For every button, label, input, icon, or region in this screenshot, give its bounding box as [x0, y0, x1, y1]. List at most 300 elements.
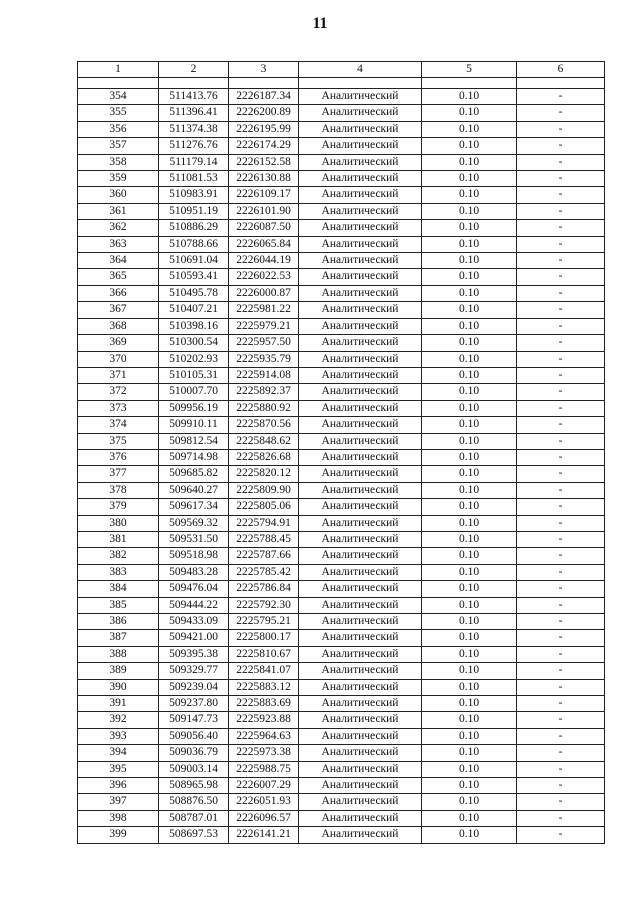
method-cell: Аналитический: [299, 138, 422, 154]
point-number-cell: 373: [78, 400, 159, 416]
note-cell: -: [517, 236, 605, 252]
note-cell: -: [517, 171, 605, 187]
method-cell: Аналитический: [299, 121, 422, 137]
point-number-cell: 372: [78, 384, 159, 400]
spacer-cell: [517, 78, 605, 89]
column-header-3: 3: [229, 62, 299, 78]
method-cell: Аналитический: [299, 696, 422, 712]
table-row: [78, 318, 605, 334]
method-cell: Аналитический: [299, 400, 422, 416]
table-row: [78, 236, 605, 252]
method-cell: Аналитический: [299, 384, 422, 400]
note-cell: -: [517, 728, 605, 744]
accuracy-cell: 0.10: [422, 663, 517, 679]
method-cell: Аналитический: [299, 712, 422, 728]
accuracy-cell: 0.10: [422, 121, 517, 137]
method-cell: Аналитический: [299, 302, 422, 318]
note-cell: -: [517, 203, 605, 219]
note-cell: -: [517, 515, 605, 531]
table-row: [78, 335, 605, 351]
table-row: [78, 827, 605, 843]
x-coordinate-cell: 510593.41: [159, 269, 229, 285]
x-coordinate-cell: 510788.66: [159, 236, 229, 252]
method-cell: Аналитический: [299, 679, 422, 695]
note-cell: -: [517, 548, 605, 564]
point-number-cell: 359: [78, 171, 159, 187]
note-cell: -: [517, 761, 605, 777]
table-row: [78, 761, 605, 777]
y-coordinate-cell: 2225892.37: [229, 384, 299, 400]
point-number-cell: 356: [78, 121, 159, 137]
point-number-cell: 396: [78, 778, 159, 794]
coordinates-table: [77, 61, 605, 844]
y-coordinate-cell: 2225914.08: [229, 367, 299, 383]
point-number-cell: 395: [78, 761, 159, 777]
point-number-cell: 364: [78, 253, 159, 269]
column-header-6: 6: [517, 62, 605, 78]
method-cell: Аналитический: [299, 449, 422, 465]
table-row: [78, 466, 605, 482]
accuracy-cell: 0.10: [422, 548, 517, 564]
method-cell: Аналитический: [299, 761, 422, 777]
accuracy-cell: 0.10: [422, 679, 517, 695]
table-row: [78, 564, 605, 580]
point-number-cell: 386: [78, 614, 159, 630]
accuracy-cell: 0.10: [422, 597, 517, 613]
method-cell: Аналитический: [299, 827, 422, 843]
accuracy-cell: 0.10: [422, 761, 517, 777]
method-cell: Аналитический: [299, 531, 422, 547]
accuracy-cell: 0.10: [422, 564, 517, 580]
x-coordinate-cell: 511179.14: [159, 154, 229, 170]
table-row: [78, 745, 605, 761]
accuracy-cell: 0.10: [422, 154, 517, 170]
point-number-cell: 360: [78, 187, 159, 203]
column-header-5: 5: [422, 62, 517, 78]
table-row: [78, 548, 605, 564]
x-coordinate-cell: 509421.00: [159, 630, 229, 646]
note-cell: -: [517, 400, 605, 416]
method-cell: Аналитический: [299, 417, 422, 433]
y-coordinate-cell: 2226101.90: [229, 203, 299, 219]
note-cell: -: [517, 745, 605, 761]
point-number-cell: 379: [78, 499, 159, 515]
point-number-cell: 385: [78, 597, 159, 613]
accuracy-cell: 0.10: [422, 810, 517, 826]
x-coordinate-cell: 509003.14: [159, 761, 229, 777]
accuracy-cell: 0.10: [422, 745, 517, 761]
accuracy-cell: 0.10: [422, 499, 517, 515]
point-number-cell: 382: [78, 548, 159, 564]
method-cell: Аналитический: [299, 285, 422, 301]
method-cell: Аналитический: [299, 794, 422, 810]
method-cell: Аналитический: [299, 564, 422, 580]
x-coordinate-cell: 511396.41: [159, 105, 229, 121]
method-cell: Аналитический: [299, 187, 422, 203]
note-cell: -: [517, 253, 605, 269]
x-coordinate-cell: 509617.34: [159, 499, 229, 515]
table-row: [78, 269, 605, 285]
x-coordinate-cell: 509569.32: [159, 515, 229, 531]
accuracy-cell: 0.10: [422, 138, 517, 154]
note-cell: -: [517, 220, 605, 236]
method-cell: Аналитический: [299, 236, 422, 252]
y-coordinate-cell: 2225788.45: [229, 531, 299, 547]
note-cell: -: [517, 696, 605, 712]
y-coordinate-cell: 2225957.50: [229, 335, 299, 351]
y-coordinate-cell: 2226000.87: [229, 285, 299, 301]
x-coordinate-cell: 509531.50: [159, 531, 229, 547]
point-number-cell: 358: [78, 154, 159, 170]
table-row: [78, 121, 605, 137]
point-number-cell: 370: [78, 351, 159, 367]
y-coordinate-cell: 2225809.90: [229, 482, 299, 498]
point-number-cell: 383: [78, 564, 159, 580]
y-coordinate-cell: 2226141.21: [229, 827, 299, 843]
x-coordinate-cell: 510983.91: [159, 187, 229, 203]
method-cell: Аналитический: [299, 351, 422, 367]
table-row: [78, 597, 605, 613]
table-spacer-row: [78, 78, 605, 89]
note-cell: -: [517, 630, 605, 646]
accuracy-cell: 0.10: [422, 384, 517, 400]
y-coordinate-cell: 2226152.58: [229, 154, 299, 170]
point-number-cell: 389: [78, 663, 159, 679]
y-coordinate-cell: 2226195.99: [229, 121, 299, 137]
note-cell: -: [517, 417, 605, 433]
table-row: [78, 499, 605, 515]
y-coordinate-cell: 2226200.89: [229, 105, 299, 121]
spacer-cell: [299, 78, 422, 89]
x-coordinate-cell: 511374.38: [159, 121, 229, 137]
table-row: [78, 449, 605, 465]
y-coordinate-cell: 2225800.17: [229, 630, 299, 646]
table-row: [78, 154, 605, 170]
table-row: [78, 482, 605, 498]
x-coordinate-cell: 509239.04: [159, 679, 229, 695]
x-coordinate-cell: 509395.38: [159, 646, 229, 662]
method-cell: Аналитический: [299, 614, 422, 630]
y-coordinate-cell: 2225973.38: [229, 745, 299, 761]
x-coordinate-cell: 509910.11: [159, 417, 229, 433]
y-coordinate-cell: 2225794.91: [229, 515, 299, 531]
method-cell: Аналитический: [299, 810, 422, 826]
accuracy-cell: 0.10: [422, 351, 517, 367]
accuracy-cell: 0.10: [422, 236, 517, 252]
note-cell: -: [517, 351, 605, 367]
x-coordinate-cell: 511413.76: [159, 89, 229, 105]
point-number-cell: 363: [78, 236, 159, 252]
y-coordinate-cell: 2225805.06: [229, 499, 299, 515]
table-row: [78, 220, 605, 236]
method-cell: Аналитический: [299, 105, 422, 121]
point-number-cell: 367: [78, 302, 159, 318]
method-cell: Аналитический: [299, 89, 422, 105]
table-row: [78, 105, 605, 121]
y-coordinate-cell: 2225883.69: [229, 696, 299, 712]
point-number-cell: 384: [78, 581, 159, 597]
page-number: 11: [312, 15, 328, 32]
x-coordinate-cell: 509036.79: [159, 745, 229, 761]
method-cell: Аналитический: [299, 728, 422, 744]
y-coordinate-cell: 2225923.88: [229, 712, 299, 728]
x-coordinate-cell: 510951.19: [159, 203, 229, 219]
note-cell: -: [517, 105, 605, 121]
table-row: [78, 285, 605, 301]
accuracy-cell: 0.10: [422, 253, 517, 269]
spacer-cell: [229, 78, 299, 89]
table-row: [78, 302, 605, 318]
accuracy-cell: 0.10: [422, 433, 517, 449]
table-row: [78, 728, 605, 744]
accuracy-cell: 0.10: [422, 318, 517, 334]
method-cell: Аналитический: [299, 269, 422, 285]
y-coordinate-cell: 2225810.67: [229, 646, 299, 662]
point-number-cell: 369: [78, 335, 159, 351]
table-row: [78, 531, 605, 547]
accuracy-cell: 0.10: [422, 646, 517, 662]
x-coordinate-cell: 509714.98: [159, 449, 229, 465]
note-cell: -: [517, 318, 605, 334]
x-coordinate-cell: 509056.40: [159, 728, 229, 744]
accuracy-cell: 0.10: [422, 220, 517, 236]
note-cell: -: [517, 499, 605, 515]
x-coordinate-cell: 509518.98: [159, 548, 229, 564]
method-cell: Аналитический: [299, 220, 422, 236]
x-coordinate-cell: 509640.27: [159, 482, 229, 498]
note-cell: -: [517, 564, 605, 580]
method-cell: Аналитический: [299, 581, 422, 597]
table-row: [78, 646, 605, 662]
y-coordinate-cell: 2225786.84: [229, 581, 299, 597]
y-coordinate-cell: 2226044.19: [229, 253, 299, 269]
y-coordinate-cell: 2226096.57: [229, 810, 299, 826]
accuracy-cell: 0.10: [422, 696, 517, 712]
note-cell: -: [517, 367, 605, 383]
accuracy-cell: 0.10: [422, 614, 517, 630]
y-coordinate-cell: 2226187.34: [229, 89, 299, 105]
accuracy-cell: 0.10: [422, 728, 517, 744]
x-coordinate-cell: 508965.98: [159, 778, 229, 794]
note-cell: -: [517, 138, 605, 154]
accuracy-cell: 0.10: [422, 105, 517, 121]
table-row: [78, 138, 605, 154]
y-coordinate-cell: 2226007.29: [229, 778, 299, 794]
method-cell: Аналитический: [299, 203, 422, 219]
note-cell: -: [517, 597, 605, 613]
column-header-4: 4: [299, 62, 422, 78]
y-coordinate-cell: 2225964.63: [229, 728, 299, 744]
note-cell: -: [517, 531, 605, 547]
accuracy-cell: 0.10: [422, 712, 517, 728]
y-coordinate-cell: 2226109.17: [229, 187, 299, 203]
note-cell: -: [517, 712, 605, 728]
table-row: [78, 351, 605, 367]
point-number-cell: 388: [78, 646, 159, 662]
note-cell: -: [517, 466, 605, 482]
note-cell: -: [517, 154, 605, 170]
point-number-cell: 392: [78, 712, 159, 728]
x-coordinate-cell: 509237.80: [159, 696, 229, 712]
method-cell: Аналитический: [299, 630, 422, 646]
point-number-cell: 362: [78, 220, 159, 236]
accuracy-cell: 0.10: [422, 269, 517, 285]
point-number-cell: 378: [78, 482, 159, 498]
accuracy-cell: 0.10: [422, 203, 517, 219]
table-row: [78, 417, 605, 433]
note-cell: -: [517, 778, 605, 794]
x-coordinate-cell: 509433.09: [159, 614, 229, 630]
x-coordinate-cell: 509956.19: [159, 400, 229, 416]
table-row: [78, 696, 605, 712]
point-number-cell: 365: [78, 269, 159, 285]
x-coordinate-cell: 509483.28: [159, 564, 229, 580]
method-cell: Аналитический: [299, 171, 422, 187]
point-number-cell: 375: [78, 433, 159, 449]
point-number-cell: 391: [78, 696, 159, 712]
note-cell: -: [517, 433, 605, 449]
table-row: [78, 630, 605, 646]
x-coordinate-cell: 510398.16: [159, 318, 229, 334]
note-cell: -: [517, 121, 605, 137]
method-cell: Аналитический: [299, 515, 422, 531]
method-cell: Аналитический: [299, 482, 422, 498]
y-coordinate-cell: 2225883.12: [229, 679, 299, 695]
accuracy-cell: 0.10: [422, 171, 517, 187]
method-cell: Аналитический: [299, 745, 422, 761]
note-cell: -: [517, 614, 605, 630]
point-number-cell: 390: [78, 679, 159, 695]
point-number-cell: 387: [78, 630, 159, 646]
point-number-cell: 355: [78, 105, 159, 121]
y-coordinate-cell: 2225880.92: [229, 400, 299, 416]
point-number-cell: 374: [78, 417, 159, 433]
point-number-cell: 361: [78, 203, 159, 219]
table-row: [78, 433, 605, 449]
method-cell: Аналитический: [299, 433, 422, 449]
method-cell: Аналитический: [299, 253, 422, 269]
note-cell: -: [517, 482, 605, 498]
point-number-cell: 381: [78, 531, 159, 547]
point-number-cell: 371: [78, 367, 159, 383]
accuracy-cell: 0.10: [422, 630, 517, 646]
x-coordinate-cell: 509476.04: [159, 581, 229, 597]
table-row: [78, 89, 605, 105]
note-cell: -: [517, 302, 605, 318]
y-coordinate-cell: 2225979.21: [229, 318, 299, 334]
point-number-cell: 397: [78, 794, 159, 810]
accuracy-cell: 0.10: [422, 449, 517, 465]
x-coordinate-cell: 511081.53: [159, 171, 229, 187]
accuracy-cell: 0.10: [422, 794, 517, 810]
table-row: [78, 384, 605, 400]
note-cell: -: [517, 663, 605, 679]
y-coordinate-cell: 2225988.75: [229, 761, 299, 777]
note-cell: -: [517, 581, 605, 597]
point-number-cell: 376: [78, 449, 159, 465]
accuracy-cell: 0.10: [422, 89, 517, 105]
column-header-2: 2: [159, 62, 229, 78]
point-number-cell: 357: [78, 138, 159, 154]
method-cell: Аналитический: [299, 499, 422, 515]
y-coordinate-cell: 2225848.62: [229, 433, 299, 449]
x-coordinate-cell: 509685.82: [159, 466, 229, 482]
point-number-cell: 398: [78, 810, 159, 826]
note-cell: -: [517, 646, 605, 662]
x-coordinate-cell: 509812.54: [159, 433, 229, 449]
accuracy-cell: 0.10: [422, 466, 517, 482]
x-coordinate-cell: 510202.93: [159, 351, 229, 367]
y-coordinate-cell: 2226130.88: [229, 171, 299, 187]
y-coordinate-cell: 2226087.50: [229, 220, 299, 236]
spacer-cell: [159, 78, 229, 89]
table-row: [78, 203, 605, 219]
accuracy-cell: 0.10: [422, 367, 517, 383]
table-row: [78, 663, 605, 679]
y-coordinate-cell: 2225785.42: [229, 564, 299, 580]
table-row: [78, 187, 605, 203]
x-coordinate-cell: 510407.21: [159, 302, 229, 318]
method-cell: Аналитический: [299, 154, 422, 170]
accuracy-cell: 0.10: [422, 417, 517, 433]
note-cell: -: [517, 269, 605, 285]
method-cell: Аналитический: [299, 318, 422, 334]
x-coordinate-cell: 508787.01: [159, 810, 229, 826]
x-coordinate-cell: 510007.70: [159, 384, 229, 400]
spacer-cell: [78, 78, 159, 89]
accuracy-cell: 0.10: [422, 778, 517, 794]
table-row: [78, 614, 605, 630]
method-cell: Аналитический: [299, 646, 422, 662]
accuracy-cell: 0.10: [422, 827, 517, 843]
y-coordinate-cell: 2225870.56: [229, 417, 299, 433]
note-cell: -: [517, 679, 605, 695]
note-cell: -: [517, 794, 605, 810]
note-cell: -: [517, 384, 605, 400]
point-number-cell: 354: [78, 89, 159, 105]
point-number-cell: 380: [78, 515, 159, 531]
table-row: [78, 367, 605, 383]
accuracy-cell: 0.10: [422, 531, 517, 547]
y-coordinate-cell: 2225981.22: [229, 302, 299, 318]
y-coordinate-cell: 2225787.66: [229, 548, 299, 564]
point-number-cell: 394: [78, 745, 159, 761]
method-cell: Аналитический: [299, 335, 422, 351]
table-row: [78, 712, 605, 728]
method-cell: Аналитический: [299, 663, 422, 679]
table-row: [78, 794, 605, 810]
accuracy-cell: 0.10: [422, 302, 517, 318]
table-row: [78, 400, 605, 416]
y-coordinate-cell: 2226022.53: [229, 269, 299, 285]
note-cell: -: [517, 89, 605, 105]
table-body: [78, 62, 605, 844]
note-cell: -: [517, 827, 605, 843]
table-row: [78, 515, 605, 531]
accuracy-cell: 0.10: [422, 187, 517, 203]
method-cell: Аналитический: [299, 466, 422, 482]
x-coordinate-cell: 509329.77: [159, 663, 229, 679]
point-number-cell: 368: [78, 318, 159, 334]
x-coordinate-cell: 509444.22: [159, 597, 229, 613]
accuracy-cell: 0.10: [422, 335, 517, 351]
x-coordinate-cell: 510105.31: [159, 367, 229, 383]
x-coordinate-cell: 510886.29: [159, 220, 229, 236]
accuracy-cell: 0.10: [422, 482, 517, 498]
y-coordinate-cell: 2225826.68: [229, 449, 299, 465]
y-coordinate-cell: 2226051.93: [229, 794, 299, 810]
table-row: [78, 581, 605, 597]
